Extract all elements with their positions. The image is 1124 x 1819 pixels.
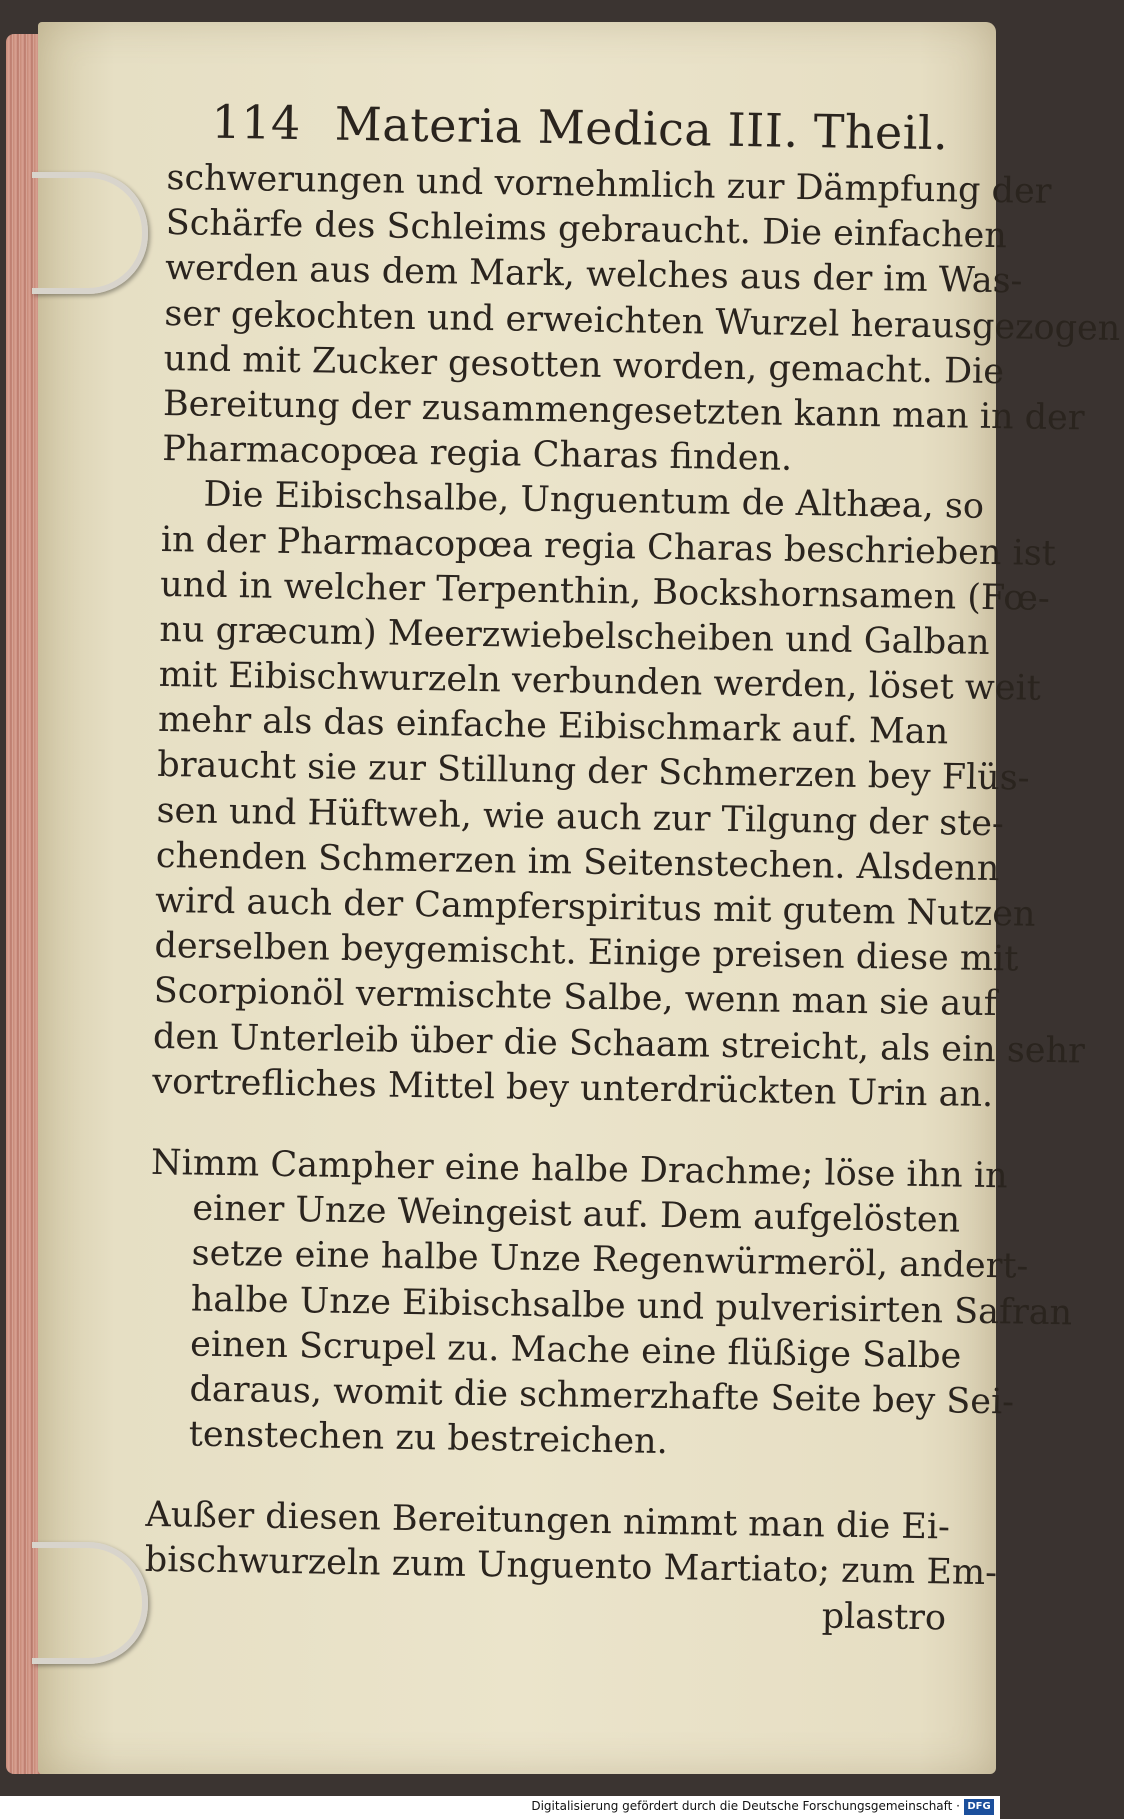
text-line: mehr als das einfache Eibischmark auf. Man [157,700,949,753]
text-line: in der Pharmacopœa regia Charas beschrieben ist [160,519,1057,574]
text-line: und mit Zucker gesotten worden, gemacht. Die [163,338,1005,392]
text-line: Schärfe des Schleims gebraucht. Die einfachen [165,203,1008,257]
text-line: Die Eibischsalbe, Unguentum de Althæa, so [203,474,985,528]
text-line: chenden Schmerzen im Seitenstechen. Alsdenn [155,835,1000,889]
text-line: Nimm Campher eine halbe Drachme; löse ihn in [150,1142,1008,1197]
recipe-paragraph [146,1141,1073,1470]
text-line: ser gekochten und erweichten Wurzel herausgezogen [164,293,1121,349]
running-title: Materia Medica III. Theil. [334,96,949,161]
text-line: Bereitung der zusammengesetzten kann man in der [162,383,1085,439]
text-line: einer Unze Weingeist auf. Dem aufgelösten [192,1188,961,1241]
paragraph-4 [144,1493,998,1596]
text-line: Scorpionöl vermischte Salbe, wenn man sie auf [153,971,997,1025]
text-line: derselben beygemischt. Einige preisen diese mit [154,926,1019,980]
footer-credit: Digitalisierung gefördert durch die Deutsche Forschungsgemeinschaft · [531,1799,960,1813]
digitization-footer [0,1796,1000,1819]
page-number: 114 [211,94,302,151]
text-line: schwerungen und vornehmlich zur Dämpfung der [166,157,1052,212]
text-line: halbe Unze Eibischsalbe und pulverisirten Safran [190,1279,1073,1333]
text-line: setze eine halbe Unze Regenwürmeröl, andert- [191,1233,1029,1287]
text-line: vortrefliches Mittel bey unterdrückten Urin an. [152,1061,994,1115]
text-line: Außer diesen Bereitungen nimmt man die Ei- [145,1495,951,1548]
text-line: nu græcum) Meerzwiebelscheiben und Galban [159,609,990,663]
text-line: sen und Hüftweh, wie auch zur Tilgung der ste- [156,790,1005,844]
text-line: wird auch der Campferspiritus mit gutem Nutzen [154,880,1036,935]
text-line: werden aus dem Mark, welches aus der im Was- [164,248,1023,302]
text-line: daraus, womit die schmerzhafte Seite bey Sei- [189,1369,1015,1423]
text-line: bischwurzeln zum Unguento Martiato; zum Em- [144,1540,998,1594]
catchword: plastro [821,1596,947,1639]
text-line: und in welcher Terpenthin, Bockshornsamen (Fœ- [159,564,1051,619]
binding-clip-bottom [32,1542,148,1664]
dfg-logo: DFG [964,1799,994,1815]
text-line: braucht sie zur Stillung der Schmerzen bey Flüs- [157,745,1030,800]
text-line: Pharmacopœa regia Charas finden. [161,429,793,479]
running-header [167,86,978,169]
text-line: einen Scrupel zu. Mache eine flüßige Salbe [189,1324,962,1377]
page-text [144,86,1121,1641]
text-line: den Unterleib über die Schaam streicht, als ein sehr [152,1016,1086,1072]
paragraph-2 [152,472,1086,1117]
text-line: tenstechen zu bestreichen. [188,1414,669,1463]
text-line: mit Eibischwurzeln verbunden werden, löset weit [158,654,1042,709]
binding-clip-top [32,172,148,294]
paragraph-1 [161,156,1121,485]
